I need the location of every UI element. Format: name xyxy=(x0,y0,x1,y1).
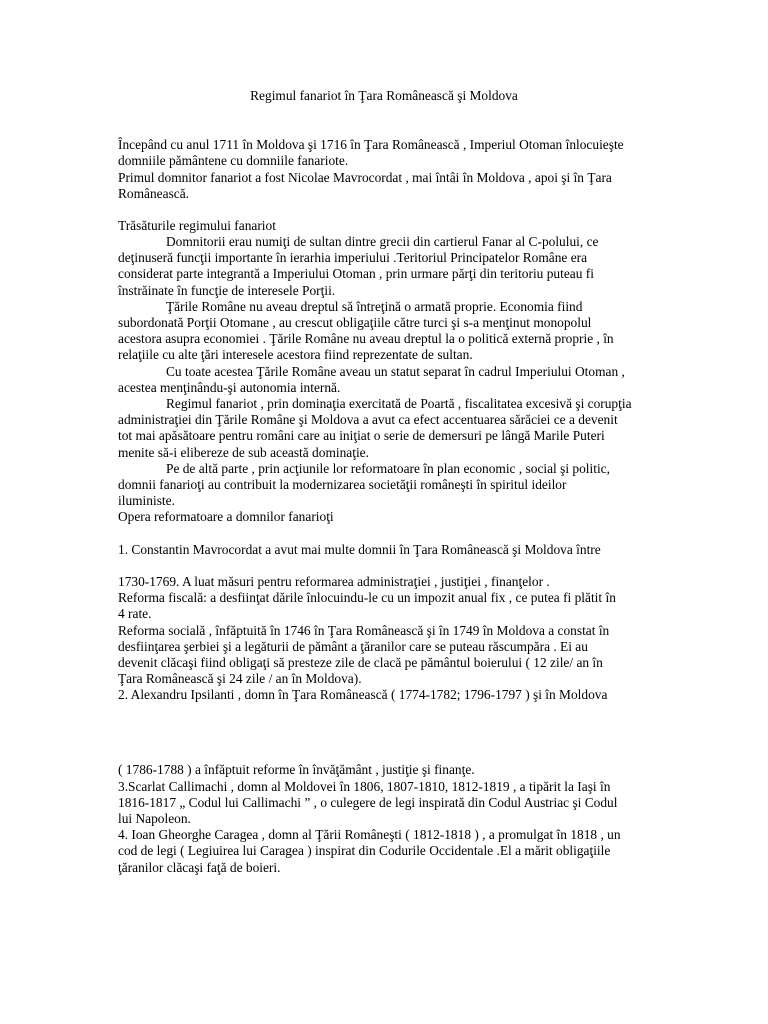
text-line: lui Napoleon. xyxy=(118,811,191,826)
text-line: 4. Ioan Gheorghe Caragea , domn al Ţării Româneşti ( 1812-1818 ) , a promulgat în 1818 , un xyxy=(118,827,621,842)
text-line: Reforma fiscală: a desfiinţat dările înlocuindu-le cu un impozit anual fix , ce putea fi plătit în xyxy=(118,590,616,605)
text-line: acestea menţinându-şi autonomia internă. xyxy=(118,380,341,395)
text-line: Cu toate acestea Ţările Române aveau un statut separat în cadrul Imperiului Otoman , xyxy=(166,364,625,379)
text-line: Pe de altă parte , prin acţiunile lor reformatoare în plan economic , social şi politic, xyxy=(166,461,610,476)
text-line: domnii fanarioţi au contribuit la modernizarea societăţii româneşti în spiritul ideilor xyxy=(118,477,567,492)
text-line: acestora asupra economiei . Ţările Române nu aveau dreptul la o politică externă proprie , în xyxy=(118,331,614,346)
text-line: desfiinţarea şerbiei şi a legăturii de pământ a ţăranilor care se puteau răscumpăra . Ei au xyxy=(118,639,588,654)
text-line: 1816-1817 „ Codul lui Callimachi ” , o culegere de legi inspirată din Codul Austriac şi Codul xyxy=(118,795,618,810)
text-line: cod de legi ( Legiuirea lui Caragea ) inspirat din Codurile Occidentale .El a mărit obligaţiile xyxy=(118,843,611,858)
text-line: Regimul fanariot , prin dominaţia exercitată de Poartă , fiscalitatea excesivă şi corupţia xyxy=(166,396,632,411)
text-line: menite să-i elibereze de sub această dominaţie. xyxy=(118,445,369,460)
text-line: Ţara Românească şi 24 zile / an în Moldova). xyxy=(118,671,362,686)
text-line: ( 1786-1788 ) a înfăptuit reforme în învăţământ , justiţie şi finanţe. xyxy=(118,762,475,777)
text-line: subordonată Porţii Otomane , au crescut obligaţiile către turci şi s-a menţinut monopolul xyxy=(118,315,592,330)
text-line: 1730-1769. A luat măsuri pentru reformarea administraţiei , justiţiei , finanţelor . xyxy=(118,574,550,589)
text-line: considerat parte integrantă a Imperiului Otoman , prin urmare părţi din teritoriu puteau fi xyxy=(118,266,594,281)
text-line: Ţările Române nu aveau dreptul să întreţină o armată proprie. Economia fiind xyxy=(166,299,583,314)
text-line: domniile pământene cu domniile fanariote. xyxy=(118,153,349,168)
text-line: ţăranilor clăcaşi faţă de boieri. xyxy=(118,860,281,875)
text-line: 4 rate. xyxy=(118,606,152,621)
text-line: Începând cu anul 1711 în Moldova şi 1716 în Ţara Românească , Imperiul Otoman înlocuieşte xyxy=(118,137,624,152)
text-line: Primul domnitor fanariot a fost Nicolae Mavrocordat , mai întâi în Moldova , apoi şi în Ţara xyxy=(118,170,612,185)
text-line: tot mai apăsătoare pentru români care au iniţiat o serie de demersuri pe lângă Marile Puteri xyxy=(118,428,605,443)
text-line: înstrăinate în funcţie de interesele Porţii. xyxy=(118,283,336,298)
text-line: 1. Constantin Mavrocordat a avut mai multe domnii în Ţara Românească şi Moldova între xyxy=(118,542,601,557)
text-line: 2. Alexandru Ipsilanti , domn în Ţara Românească ( 1774-1782; 1796-1797 ) şi în Moldova xyxy=(118,687,608,702)
text-line: iluministe. xyxy=(118,493,175,508)
text-line: Reforma socială , înfăptuită în 1746 în Ţara Românească şi în 1749 în Moldova a constat în xyxy=(118,623,610,638)
document-title: Regimul fanariot în Ţara Românească şi Moldova xyxy=(250,88,518,103)
text-line: 3.Scarlat Callimachi , domn al Moldovei în 1806, 1807-1810, 1812-1819 , a tipărit la Iaşi în xyxy=(118,779,611,794)
text-line: deţinuseră funcţii importante în ierarhia imperiului .Teritoriul Principatelor Române era xyxy=(118,250,588,265)
text-line: Domnitorii erau numiţi de sultan dintre grecii din cartierul Fanar al C-polului, ce xyxy=(166,234,599,249)
text-line: relaţiile cu alte ţări interesele acestora fiind reprezentate de sultan. xyxy=(118,347,473,362)
text-line: Românească. xyxy=(118,186,190,201)
text-line: Trăsăturile regimului fanariot xyxy=(118,218,276,233)
text-line: Opera reformatoare a domnilor fanarioţi xyxy=(118,509,334,524)
text-line: administraţiei din Ţările Române şi Moldova a avut ca efect accentuarea sărăciei ce a devenit xyxy=(118,412,618,427)
text-line: devenit clăcaşi fiind obligaţi să presteze zile de clacă pe pământul boierului ( 12 zile/ an în xyxy=(118,655,603,670)
